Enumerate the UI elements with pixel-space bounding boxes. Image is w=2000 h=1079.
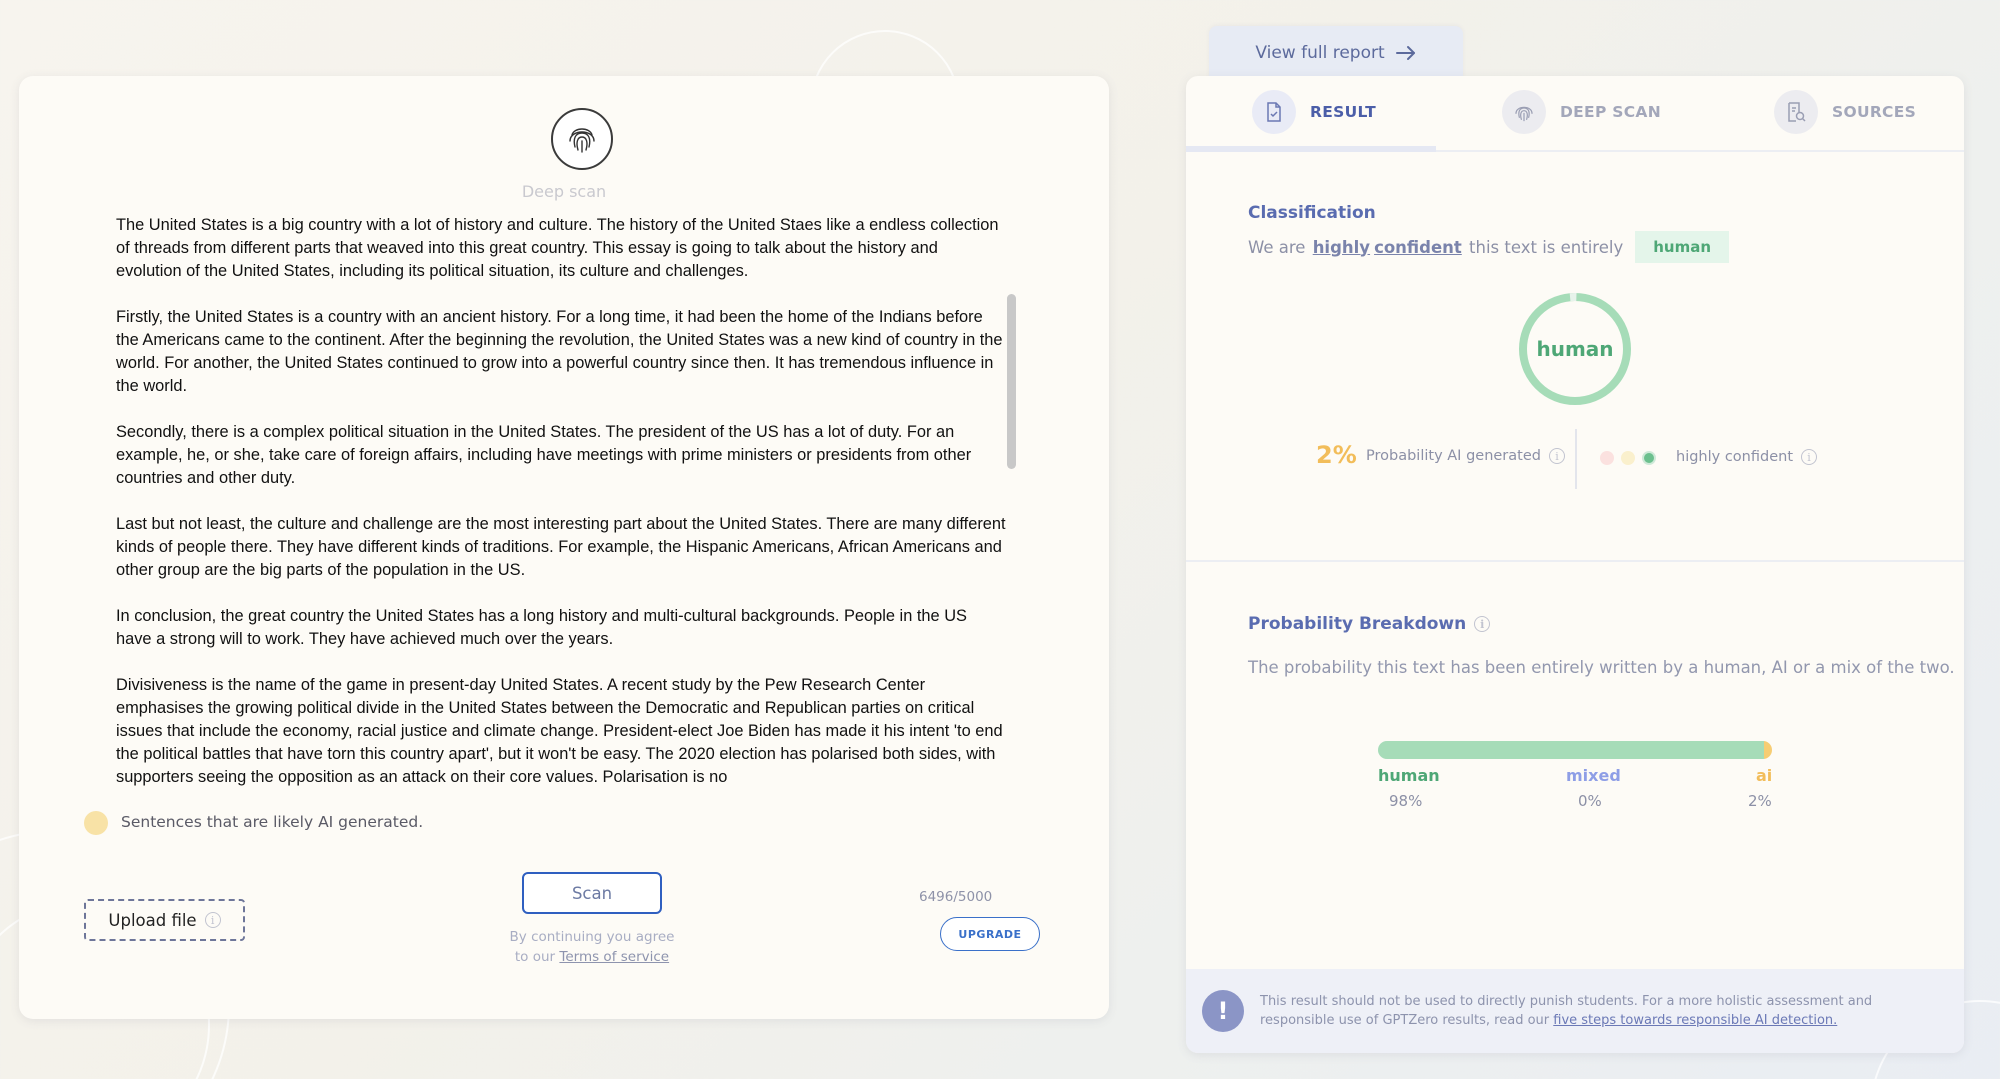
scan-button[interactable]: Scan [522, 872, 662, 914]
deep-scan-label: Deep scan [521, 182, 607, 201]
ai-probability-value: 2% [1316, 441, 1357, 469]
essay-paragraph: Secondly, there is a complex political situation in the United States. The president of the US has a lot of duty. For an example, he, or she, take care of foreign affairs, including have meetings with prime ministers or presidents from other countries and other duty. [116, 423, 972, 487]
breakdown-title [1248, 614, 1490, 634]
classification-suffix: this text is entirely [1469, 237, 1624, 257]
section-divider [1186, 560, 1964, 562]
human-label: human [1378, 766, 1440, 785]
confidence-dot-low [1600, 451, 1614, 465]
tab-result[interactable] [1252, 89, 1376, 135]
search-document-icon [1774, 90, 1818, 134]
view-full-report-label: View full report [1255, 42, 1385, 63]
ai-value: 2% [1748, 792, 1772, 810]
exclamation-icon: ! [1202, 990, 1244, 1032]
fingerprint-icon [1502, 90, 1546, 134]
mixed-value: 0% [1578, 792, 1602, 810]
confidence-text: highly confident [1676, 449, 1793, 465]
disclaimer-body: This result should not be used to directly punish students. For a more holistic assessment and responsible use of GPTZero results, read our [1260, 994, 1873, 1028]
confidence-label [1676, 449, 1817, 465]
confidence-dot-medium [1621, 451, 1635, 465]
classification-prefix: We are [1248, 237, 1306, 257]
tab-sources-label: SOURCES [1832, 103, 1917, 121]
text-input-panel [19, 76, 1109, 1019]
deep-scan-fingerprint-button[interactable] [551, 108, 613, 170]
highly-link[interactable]: highly [1312, 237, 1371, 257]
probability-bar [1378, 741, 1772, 759]
mixed-label: mixed [1566, 766, 1621, 785]
tab-sources[interactable] [1774, 89, 1916, 135]
info-icon[interactable]: i [1474, 616, 1490, 632]
result-tabs [1186, 76, 1964, 152]
essay-scrollbar[interactable] [1005, 214, 1019, 786]
tab-result-label: RESULT [1310, 103, 1376, 121]
upgrade-button[interactable]: UPGRADE [940, 917, 1040, 951]
result-panel [1186, 76, 1964, 1053]
info-icon[interactable]: i [1801, 449, 1817, 465]
bar-segment-ai [1764, 741, 1772, 759]
classification-title: Classification [1248, 203, 1376, 223]
upload-file-label: Upload file [108, 910, 197, 930]
breakdown-title-text: Probability Breakdown [1248, 614, 1467, 634]
bar-segment-human [1378, 741, 1764, 759]
document-icon [1252, 90, 1296, 134]
view-full-report-button[interactable] [1209, 26, 1463, 79]
confident-link[interactable]: confident [1374, 237, 1462, 257]
ai-sentence-legend-text: Sentences that are likely AI generated. [121, 813, 424, 831]
ai-probability-label [1366, 448, 1565, 464]
tab-deep-scan-label: DEEP SCAN [1560, 103, 1662, 121]
fingerprint-icon [564, 121, 600, 157]
breakdown-description: The probability this text has been entirely written by a human, AI or a mix of the two. [1248, 658, 1955, 677]
divider [1575, 429, 1577, 489]
info-icon: i [205, 912, 221, 928]
terms-of-service-link[interactable]: Terms of service [559, 949, 670, 965]
essay-paragraph: The United States is a big country with a lot of history and culture. The history of the United Staes like a endless collection of threads from different parts that weaved into this great country. This essay is going to talk about the history and evolution of the United States, including its political situation, its culture and challenges. [116, 216, 999, 280]
terms-prefix: to our [514, 949, 556, 965]
disclaimer-text [1260, 992, 1950, 1030]
human-value: 98% [1389, 792, 1423, 810]
scrollbar-thumb[interactable] [1007, 294, 1016, 469]
essay-paragraph: In conclusion, the great country the United States has a long history and multi-cultural backgrounds. People in the US have a strong will to work. They have achieved much over the years. [116, 607, 967, 648]
essay-paragraph: Last but not least, the culture and challenge are the most interesting part about the United States. There are many different kinds of people there. They have different kinds of traditions. For example, the Hispanic Americans, African Americans and other group are the big parts of the population in the US. [116, 515, 1006, 579]
ai-probability-text: Probability AI generated [1366, 448, 1541, 464]
upload-file-button[interactable] [84, 899, 245, 941]
classification-tag: human [1635, 231, 1729, 263]
arrow-right-icon [1395, 45, 1417, 61]
active-tab-indicator [1186, 146, 1436, 152]
classification-statement [1248, 231, 1729, 263]
tab-deep-scan[interactable] [1502, 89, 1661, 135]
essay-text-area[interactable] [116, 214, 1006, 786]
confidence-indicator [1600, 451, 1656, 465]
responsible-ai-link[interactable]: five steps towards responsible AI detection. [1553, 1013, 1838, 1028]
donut-label: human [1536, 337, 1614, 361]
essay-paragraph: Divisiveness is the name of the game in present-day United States. A recent study by the Pew Research Center emphasises the growing political divide in the United States between the Democratic and Republican parties on critical issues that include the economy, racial justice and climate change. President-elect Joe Biden has made it his intent 'to end the political battles that have torn this country apart', but it won't be easy. The 2020 election has polarised both sides, with supporters seeing the opposition as an attack on their core values. Polarisation is no [116, 676, 1003, 786]
essay-paragraph: Firstly, the United States is a country with an ancient history. For a long time, it had been the home of the Indians before the Americans came to the continent. After the beginning the revolution, the United States was a new kind of country in the world. For another, the United States continued to grow into a powerful country since then. It has tremendous influence in the world. [116, 308, 1003, 395]
terms-notice [489, 927, 695, 967]
ai-sentence-legend-dot [84, 811, 108, 835]
character-count: 6496/5000 [919, 889, 993, 905]
confidence-dot-high [1642, 451, 1656, 465]
disclaimer-banner [1186, 969, 1964, 1053]
info-icon[interactable]: i [1549, 448, 1565, 464]
ai-label: ai [1756, 766, 1773, 785]
terms-notice-line: By continuing you agree [509, 929, 675, 945]
